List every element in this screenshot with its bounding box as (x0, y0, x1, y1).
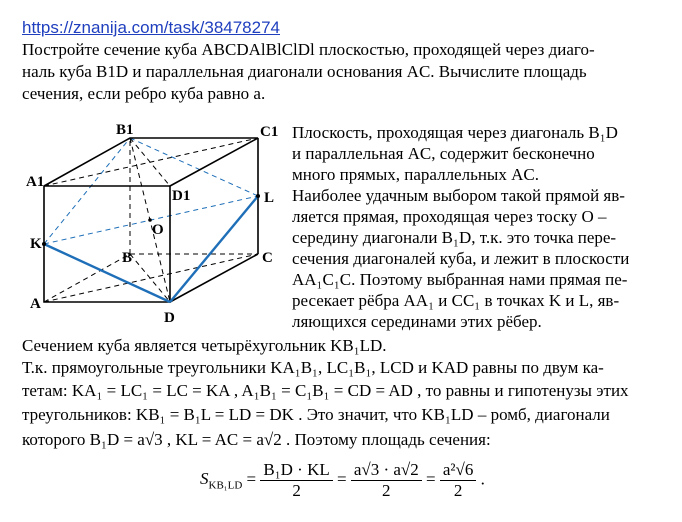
explain-line-1: Плоскость, проходящая через диагональ B₁D (292, 123, 618, 142)
explain-line-4: Наиболее удачным выбором такой прямой яв- (292, 186, 625, 205)
label-c1: C1 (260, 124, 279, 140)
solution-line-3: тетам: KA₁ = LC₁ = LC = KA , A₁B₁ = C₁B₁ = CD = AD , то равны и гипотенузы этих (22, 381, 629, 400)
label-b: B (122, 250, 133, 266)
diag-ac (44, 254, 258, 302)
label-o: O (152, 222, 164, 238)
solution-line-4: треугольников: KB₁ = B₁L = LD = DK . Это значит, что KB₁LD – ромб, диагонали (22, 405, 610, 424)
diag-a1c1 (44, 138, 258, 186)
explain-line-3: много прямых, параллельных AC. (292, 165, 539, 184)
edge-dc (170, 254, 258, 302)
label-a1: A1 (26, 174, 45, 190)
explain-line-7: сечения диагоналей куба, и лежит в плоскости (292, 249, 630, 268)
label-k: K (30, 236, 42, 252)
section-hidden (44, 138, 258, 244)
fraction-3: $\frac{\text{a²√6}}{2}$ (440, 460, 476, 501)
task-line-1: Постройте сечение куба ABCDAlBlClDl плоскостью, проходящей через диаго- (22, 40, 595, 59)
task-link[interactable]: https://znanija.com/task/38478274 (22, 18, 280, 37)
section-b1l (130, 138, 258, 196)
explain-line-9: ресекает рёбра AA₁ и CC₁ в точках K и L, яв- (292, 291, 620, 310)
label-b1: B1 (116, 122, 134, 138)
diag-b1d1 (130, 138, 170, 186)
area-formula: $S_{KB_1LD}$ = $\frac{\text{B₁D · KL}}{2}$ = $\frac{a√3 \cdot a√2}{2}$ = $\frac{\text{a²√6}}{2}$ . (200, 460, 485, 500)
front-face (44, 186, 170, 302)
explain-line-10: ляющихся серединами этих рёбер. (292, 312, 542, 331)
label-c: C (262, 250, 273, 266)
explain-line-6: середину диагонали B₁D, т.к. это точка пере- (292, 228, 617, 247)
section-kd (44, 244, 170, 302)
label-d: D (164, 310, 175, 326)
cube-figure (22, 118, 312, 328)
section-visible (44, 196, 258, 302)
label-l: L (264, 190, 275, 206)
formula-lhs: $S_{KB_1LD}$ (200, 469, 243, 492)
solution-line-5: которого B₁D = a√3 , KL = AC = a√2 . Поэтому площадь сечения: (22, 430, 491, 449)
fraction-2: $\frac{a√3 \cdot a√2}{2}$ (351, 460, 422, 501)
task-line-3: сечения, если ребро куба равно а. (22, 84, 266, 103)
task-line-2: наль куба B1D и параллельная диагонали основания AC. Вычислите площадь (22, 62, 587, 81)
label-a: A (30, 296, 41, 312)
fraction-1: $\frac{\text{B₁D · KL}}{2}$ (260, 460, 332, 501)
section-dl (170, 196, 258, 302)
explain-line-5: ляется прямая, проходящая через тоску O – (292, 207, 607, 226)
explain-line-8: AA₁C₁C. Поэтому выбранная нами прямая пе- (292, 270, 628, 289)
solution-line-1: Сечением куба является четырёхугольник KB₁LD. (22, 336, 387, 355)
solution-line-2: Т.к. прямоугольные треугольники KA₁B₁, LC₁B₁, LCD и KAD равны по двум ка- (22, 358, 604, 377)
label-d1: D1 (172, 188, 191, 204)
explain-line-2: и параллельная AC, содержит бесконечно (292, 144, 595, 163)
